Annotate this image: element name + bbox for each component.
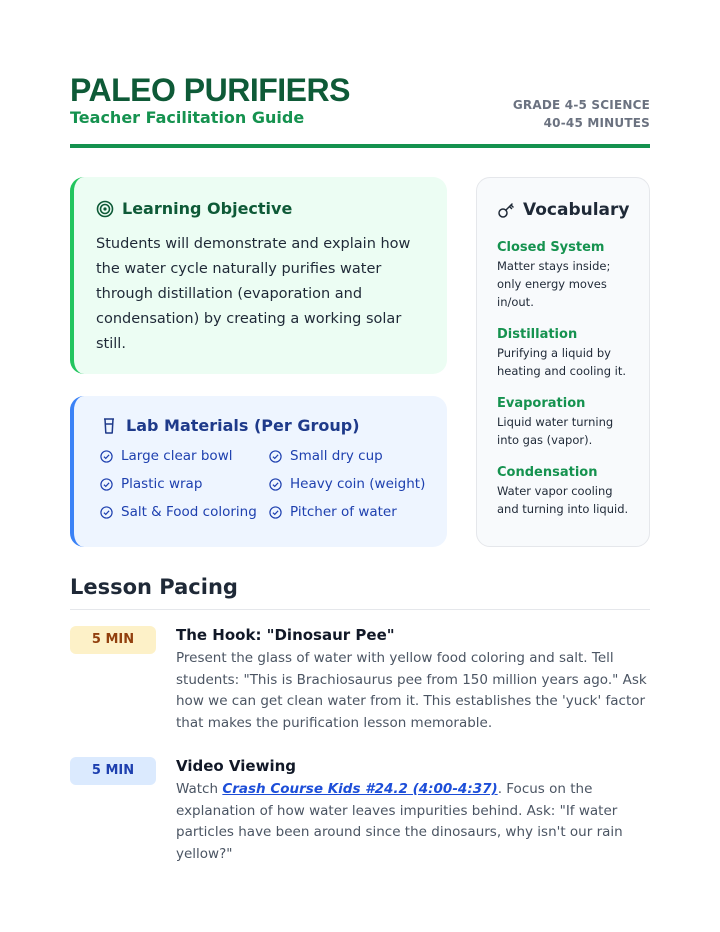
duration-badge: 5 MIN — [70, 757, 156, 785]
vocabulary-title: Vocabulary — [523, 200, 630, 220]
vocab-definition: Purifying a liquid by heating and cooling it. — [497, 346, 627, 378]
objective-text: Students will demonstrate and explain how the water cycle naturally purifies water through distillation (evaporation and condensation) by creating a working solar still. — [96, 236, 411, 352]
step-description: Watch Crash Course Kids #24.2 (4:00-4:37). Focus on the explanation of how water leaves impurities behind. Ask: "If water particles have been around since the dinosaurs, why isn't our rain yellow?" — [176, 781, 623, 862]
material-item: Large clear bowl — [100, 447, 269, 465]
vocab-entry — [497, 396, 631, 449]
material-item: Small dry cup — [269, 447, 438, 465]
page-title: PALEO PURIFIERS — [70, 72, 350, 108]
page-subtitle: Teacher Facilitation Guide — [70, 108, 305, 127]
video-link[interactable]: Crash Course Kids #24.2 (4:00-4:37) — [222, 781, 498, 797]
check-circle-icon — [100, 506, 113, 519]
material-item: Heavy coin (weight) — [269, 475, 438, 493]
vocab-entry — [497, 327, 631, 380]
vocab-entry — [497, 240, 631, 311]
material-item: Plastic wrap — [100, 475, 269, 493]
vocab-term: Evaporation — [497, 396, 586, 411]
vocabulary-card — [476, 177, 650, 547]
step-description: Present the glass of water with yellow food coloring and salt. Tell students: "This is Brachiosaurus pee from 150 million years ago." Ask how we can get clean water from it. This establishes the 'yuck' factor that makes the purification lesson memorable. — [176, 650, 647, 731]
key-icon — [497, 201, 515, 219]
lesson-meta — [513, 96, 650, 132]
materials-title: Lab Materials (Per Group) — [126, 416, 360, 435]
check-circle-icon — [100, 478, 113, 491]
lab-materials-card — [70, 396, 447, 547]
vocab-definition: Matter stays inside; only energy moves in/out. — [497, 259, 611, 309]
vocab-term: Closed System — [497, 240, 605, 255]
check-circle-icon — [269, 478, 282, 491]
check-circle-icon — [100, 450, 113, 463]
check-circle-icon — [269, 506, 282, 519]
vocab-definition: Liquid water turning into gas (vapor). — [497, 415, 614, 447]
objective-title: Learning Objective — [122, 199, 293, 218]
vocab-entry — [497, 465, 631, 518]
step-title: Video Viewing — [176, 757, 296, 775]
grade-label: GRADE 4-5 SCIENCE — [512, 98, 650, 112]
vocab-definition: Water vapor cooling and turning into liquid. — [497, 484, 629, 516]
lesson-pacing-heading: Lesson Pacing — [70, 575, 650, 610]
material-item: Pitcher of water — [269, 503, 438, 521]
materials-list — [100, 447, 425, 521]
cup-icon — [100, 417, 118, 435]
page-header — [70, 70, 650, 148]
step-title: The Hook: "Dinosaur Pee" — [176, 626, 395, 644]
vocab-term: Distillation — [497, 327, 578, 342]
target-icon — [96, 200, 114, 218]
check-circle-icon — [269, 450, 282, 463]
learning-objective-card — [70, 177, 447, 374]
duration-badge: 5 MIN — [70, 626, 156, 654]
duration-label: 40-45 MINUTES — [543, 116, 650, 130]
vocab-term: Condensation — [497, 465, 598, 480]
material-item: Salt & Food coloring — [100, 503, 269, 521]
